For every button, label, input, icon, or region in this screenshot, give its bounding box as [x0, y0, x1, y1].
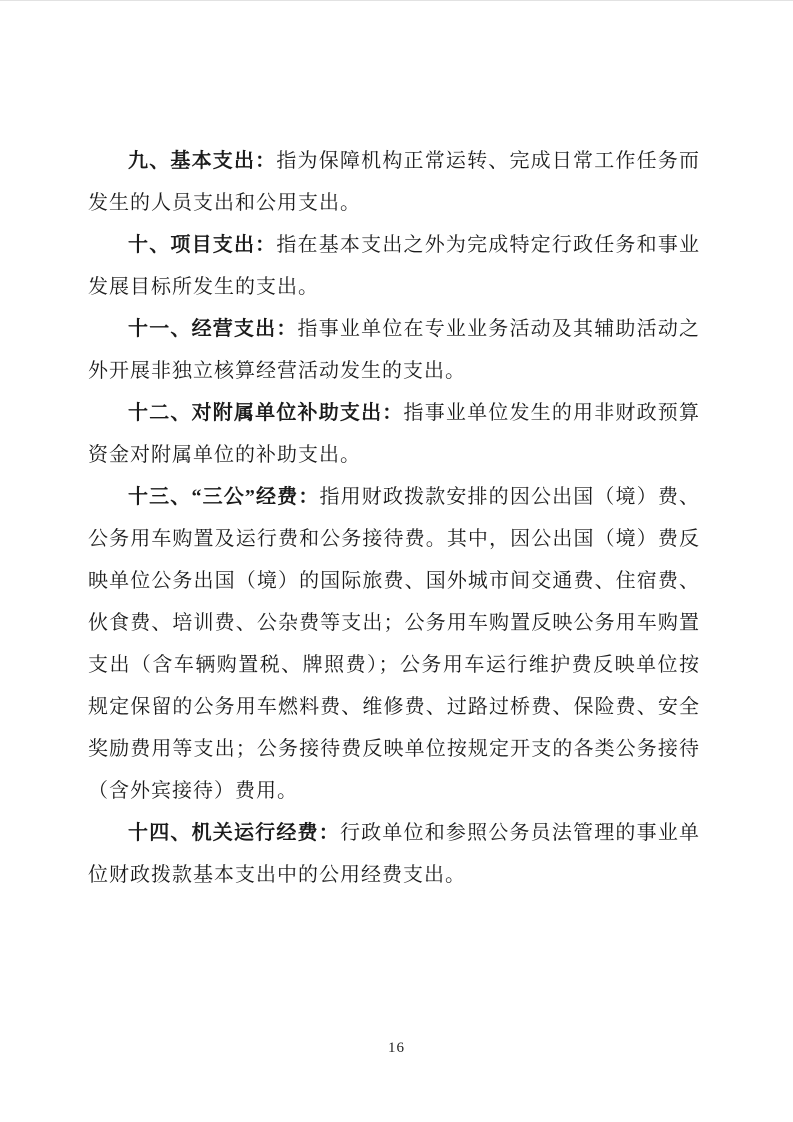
paragraph-text: 指事业单位发生的用非财政预算资金对附属单位的补助支出。: [88, 402, 700, 466]
term-label: 十三、“三公”经费：: [128, 486, 320, 508]
paragraph-project-expenditure: [88, 224, 700, 308]
paragraph-subsidy-to-affiliates: [88, 392, 700, 476]
paragraph-operating-expenditure: [88, 308, 700, 392]
paragraph-text: 指事业单位在专业业务活动及其辅助活动之外开展非独立核算经营活动发生的支出。: [88, 318, 701, 382]
term-label: 十四、机关运行经费：: [128, 822, 340, 844]
term-label: 九、基本支出：: [128, 150, 277, 172]
paragraph-text: 指在基本支出之外为完成特定行政任务和事业发展目标所发生的支出。: [88, 234, 701, 298]
paragraph-three-public-funds: [88, 476, 700, 812]
term-label: 十二、对附属单位补助支出：: [128, 402, 404, 424]
paragraph-text: 指用财政拨款安排的因公出国（境）费、公务用车购置及运行费和公务接待费。其中，因公出国（境）费反映单位公务出国（境）的国际旅费、国外城市间交通费、住宿费、伙食费、培训费、公杂费等支出；公务用车购置反映公务用车购置支出（含车辆购置税、牌照费）；公务用车运行维护费反映单位按规定保留的公务用车燃料费、维修费、过路过桥费、保险费、安全奖励费用等支出；公务接待费反映单位按规定开支的各类公务接待（含外宾接待）费用。: [88, 486, 701, 802]
paragraph-text: 行政单位和参照公务员法管理的事业单位财政拨款基本支出中的公用经费支出。: [88, 822, 701, 886]
paragraph-basic-expenditure: [88, 140, 700, 224]
paragraph-text: 指为保障机构正常运转、完成日常工作任务而发生的人员支出和公用支出。: [88, 150, 701, 214]
term-label: 十、项目支出：: [128, 234, 277, 256]
document-body: [88, 140, 700, 896]
page-number: 16: [388, 1040, 405, 1056]
term-label: 十一、经营支出：: [128, 318, 298, 340]
paragraph-agency-operating-funds: [88, 812, 700, 896]
